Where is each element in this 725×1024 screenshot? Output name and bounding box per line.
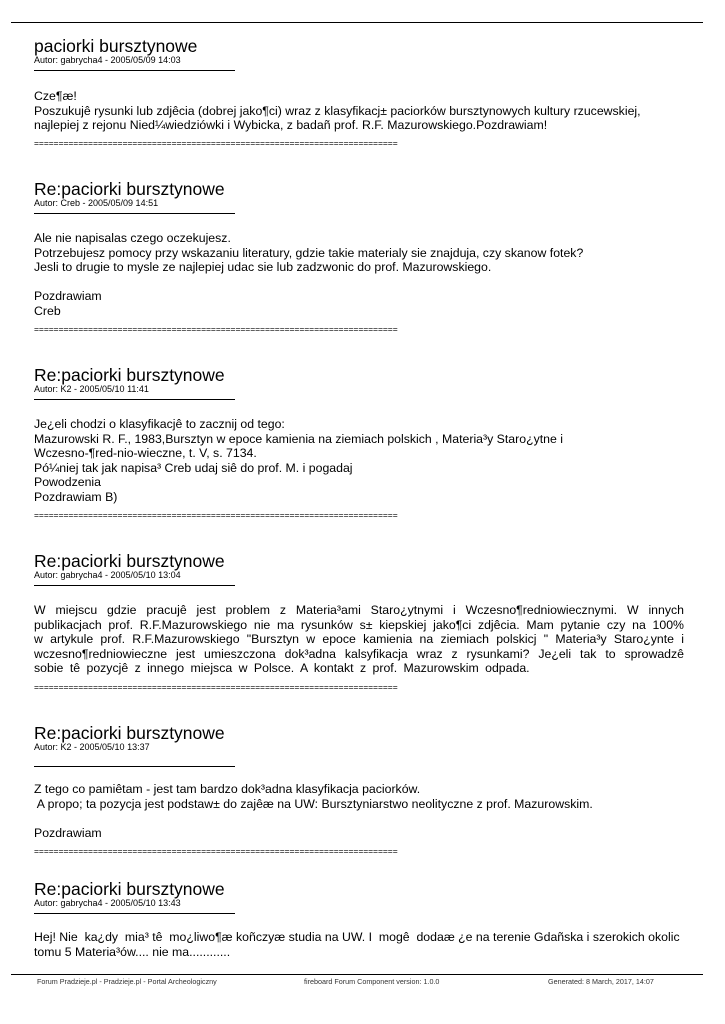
post-title: Re:paciorki bursztynowe — [34, 179, 225, 199]
post-title: paciorki bursztynowe — [34, 36, 198, 56]
body-line: Pozdrawiam — [34, 289, 102, 303]
forum-post — [34, 37, 684, 148]
post-body — [34, 782, 684, 840]
header-rule — [11, 22, 703, 23]
footer-rule — [11, 974, 703, 975]
body-line: Jesli to drugie to mysle ze najlepiej udac sie lub zadzwonic do prof. Mazurowskiego. — [34, 260, 492, 274]
post-body — [34, 417, 684, 504]
post-body — [34, 231, 684, 318]
post-title: Re:paciorki bursztynowe — [34, 551, 225, 571]
meta-rule — [34, 585, 235, 586]
post-separator: ========================================================================== — [34, 324, 398, 334]
post-title: Re:paciorki bursztynowe — [34, 723, 225, 743]
body-line: Wczesno-¶red-nio-wieczne, t. V, s. 7134. — [34, 446, 257, 460]
body-line: w artykule prof. R.F.Mazurowskiego "Bursztyn w epoce kamienia na ziemiach polskicj " Materia³y Staro¿ynte i — [34, 632, 684, 646]
meta-rule — [34, 399, 235, 400]
meta-rule — [34, 766, 235, 767]
meta-rule — [34, 913, 235, 914]
forum-post — [34, 366, 684, 520]
forum-post — [34, 880, 684, 959]
post-separator: ========================================================================== — [34, 681, 398, 692]
post-title: Re:paciorki bursztynowe — [34, 879, 225, 899]
body-line-blank — [34, 811, 684, 826]
body-line: W miejscu gdzie pracujê jest problem z Materia³ami Staro¿ytnymi i Wczesno¶redniowiecznymi. W innych — [34, 603, 684, 617]
body-line: Potrzebujesz pomocy przy wskazaniu literatury, gdzie takie materialy sie znajduja, czy skanow fotek? — [34, 245, 584, 260]
post-meta: Autor: gabrycha4 - 2005/05/10 13:04 — [34, 570, 181, 580]
body-line: najlepiej z rejonu Nied¼wiedziówki i Wybicka, z badañ prof. R.F. Mazurowskiego.Pozdrawiam! — [34, 118, 548, 132]
post-meta: Autor: K2 - 2005/05/10 13:37 — [34, 742, 150, 752]
post-separator: ========================================================================== — [34, 137, 398, 148]
meta-rule — [34, 70, 235, 71]
body-line: Pozdrawiam — [34, 825, 102, 840]
post-body — [34, 603, 684, 676]
body-line: Hej! Nie ka¿dy mia³ tê mo¿liwo¶æ koñczyæ studia na UW. I mogê dodaæ ¿e na terenie Gdañska i szerokich okolic — [34, 930, 680, 944]
body-line: publikacjach prof. R.F.Mazurowskiego nie ma rysunków s± kiepskiej jako¶ci zdjêcia. Mam pytanie czy na 100% — [34, 617, 684, 632]
footer-right: Generated: 8 March, 2017, 14:07 — [548, 977, 654, 986]
body-line: Je¿eli chodzi o klasyfikacjê to zacznij od tego: — [34, 417, 285, 431]
post-separator: ========================================================================== — [34, 846, 398, 856]
body-line: Creb — [34, 303, 61, 318]
body-line: Cze¶æ! — [34, 89, 77, 103]
forum-post — [34, 552, 684, 692]
body-line: Poszukujê rysunki lub zdjêcia (dobrej jako¶ci) wraz z klasyfikacj± paciorków bursztynowych kultury rzucewskiej, — [34, 103, 641, 118]
post-meta: Autor: K2 - 2005/05/10 11:41 — [34, 384, 149, 394]
body-line: A propo; ta pozycja jest podstaw± do zajêæ na UW: Bursztyniarstwo neolityczne z prof. Mazurowskim. — [34, 796, 593, 811]
body-line: Pozdrawiam B) — [34, 489, 118, 504]
body-line: sobie tê pozycjê z innego miejsca w Polsce. A kontakt z prof. Mazurowskim odpada. — [34, 661, 530, 675]
footer-center: fireboard Forum Component version: 1.0.0 — [304, 977, 440, 986]
body-line-blank — [34, 275, 684, 290]
body-line: Mazurowski R. F., 1983,Bursztyn w epoce kamienia na ziemiach polskich , Materia³y Staro¿ytne i — [34, 431, 563, 446]
post-separator: ========================================================================== — [34, 510, 398, 520]
body-line: Powodzenia — [34, 475, 101, 489]
meta-rule — [34, 213, 235, 214]
body-line: Pó¼niej tak jak napisa³ Creb udaj siê do prof. M. i pogadaj — [34, 460, 353, 475]
post-meta: Autor: gabrycha4 - 2005/05/10 13:43 — [34, 898, 181, 908]
footer-left: Forum Pradzieje.pl - Pradzieje.pl - Portal Archeologiczny — [37, 977, 217, 986]
forum-post — [34, 724, 684, 856]
forum-post — [34, 180, 684, 334]
post-title: Re:paciorki bursztynowe — [34, 365, 225, 385]
body-line: tomu 5 Materia³ów.... nie ma............ — [34, 944, 231, 959]
body-line: wczesno¶redniowieczne jest umieszczona dok³adna kalsyfikacja wraz z rysunkami? Je¿eli tak to sprowadzê — [34, 646, 684, 661]
post-meta: Autor: gabrycha4 - 2005/05/09 14:03 — [34, 55, 181, 65]
body-line: Z tego co pamiêtam - jest tam bardzo dok³adna klasyfikacja paciorków. — [34, 782, 421, 796]
post-body — [34, 89, 684, 133]
post-meta: Autor: Creb - 2005/05/09 14:51 — [34, 198, 159, 208]
post-body — [34, 930, 684, 959]
body-line: Ale nie napisalas czego oczekujesz. — [34, 231, 231, 245]
